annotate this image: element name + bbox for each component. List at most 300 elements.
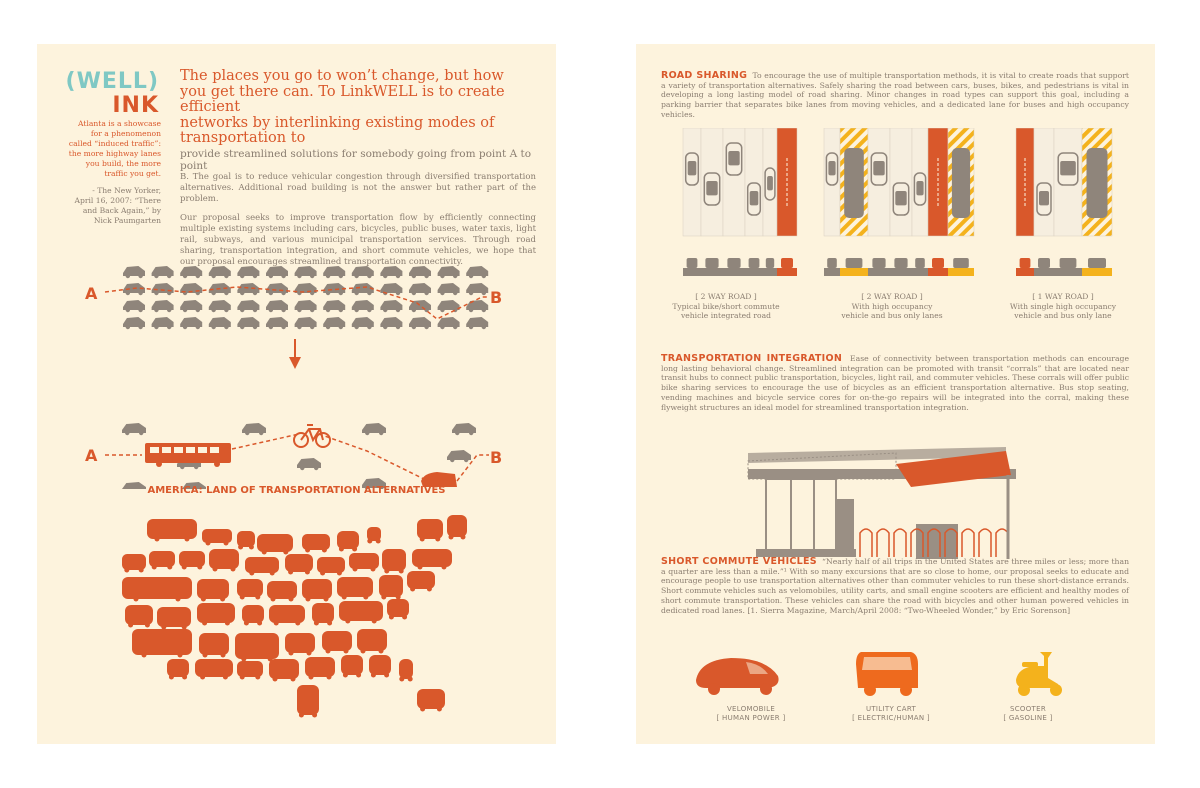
vehicle-profile-icon — [781, 258, 793, 268]
car-icon — [237, 283, 259, 295]
wheel-icon — [220, 597, 225, 602]
vehicle-silhouette-icon — [357, 629, 387, 651]
car-icon — [123, 300, 145, 312]
lane-section — [868, 268, 890, 276]
wheel-icon — [314, 621, 319, 626]
point-b-label: B — [490, 448, 503, 467]
vehicle-caption-utility-cart: UTILITY CART [ ELECTRIC/HUMAN ] — [852, 705, 930, 722]
bike-rack-loop — [962, 529, 974, 557]
section-title: ROAD SHARING — [661, 70, 748, 81]
vehicle-silhouette-icon — [125, 605, 153, 625]
vehicle-profile-icon — [687, 258, 698, 268]
wheel-icon — [327, 675, 332, 680]
vehicle-silhouette-icon — [285, 633, 315, 653]
wheel-icon — [213, 567, 218, 572]
wheel-icon — [344, 649, 349, 654]
vehicle-silhouette-icon — [305, 657, 335, 677]
vehicle-profile-icon — [932, 258, 944, 268]
wheel-icon — [324, 597, 329, 602]
wheel-icon — [371, 673, 376, 678]
vehicle-profile-icon — [766, 258, 774, 268]
wheel-icon — [389, 615, 394, 620]
car-icon — [438, 317, 460, 329]
wheel-icon — [363, 595, 368, 600]
car-icon — [152, 266, 174, 278]
car-icon — [152, 317, 174, 329]
lead-small: B. The goal is to reduce vehicular congestion through diversified transportation alternatives. Additional road building is not the answer but rather part of the problem. — [180, 171, 536, 204]
vehicle-profile-icon — [1060, 258, 1077, 268]
vehicle-silhouette-icon — [179, 551, 205, 567]
vehicle-silhouette-icon — [199, 633, 229, 655]
wheel-icon — [249, 545, 254, 550]
road-caption-1: [ 2 WAY ROAD ] Typical bike/short commute vehicle integrated road — [672, 292, 780, 321]
vehicle-silhouette-icon — [285, 554, 313, 572]
bus-top-icon — [1087, 148, 1108, 218]
vehicle-profile-icon — [727, 258, 740, 268]
wheel-icon — [376, 539, 381, 544]
car-icon — [409, 283, 431, 295]
car-icon — [209, 266, 231, 278]
wheel-icon — [327, 621, 332, 626]
wheel-icon — [262, 550, 267, 555]
car-icon — [237, 266, 259, 278]
car-icon — [380, 300, 402, 312]
wheel-icon — [410, 587, 415, 592]
wheel-icon — [185, 537, 190, 542]
wheel-icon — [201, 597, 206, 602]
quote-line: called “induced traffic”: — [68, 139, 161, 148]
vehicle-profile-icon — [827, 258, 837, 268]
bike-rack-loop — [979, 529, 991, 557]
vending-core — [836, 499, 854, 554]
bus-top-icon — [844, 148, 864, 218]
wheel-icon — [206, 541, 211, 546]
section-body: To encourage the use of multiple transportation methods, it is vital to create roads that support a variety of transportation alternatives. Safely sharing the road between cars, buses, bikes, and pedestrians is vital in developing a long lasting model of road sharing. Minor changes in road types can support this goal, including a parking barrier that separates bike lanes from moving vehicles, and a dedicated lane for buses and high occupancy vehicles. — [661, 71, 1129, 119]
wheel-icon — [420, 707, 425, 712]
section-title: SHORT COMMUTE VEHICLES — [661, 556, 817, 567]
wheel-icon — [379, 649, 384, 654]
vehicle-silhouette-icon — [302, 579, 332, 599]
wheel-icon — [435, 537, 440, 542]
vehicle-profile-icon — [1038, 258, 1050, 268]
car-icon — [266, 283, 288, 295]
wheel-icon — [203, 653, 208, 658]
wheel-icon — [420, 537, 425, 542]
vehicle-silhouette-icon — [237, 579, 263, 597]
vehicle-silhouette-icon — [202, 529, 232, 543]
vehicle-caption-velomobile: VELOMOBILE [ HUMAN POWER ] — [716, 705, 786, 722]
vehicle-silhouette-icon — [197, 579, 229, 599]
wheel-icon — [306, 597, 311, 602]
vehicle-silhouette-icon — [382, 549, 406, 571]
vehicle-profile-icon — [1020, 258, 1031, 268]
vehicle-silhouette-icon — [267, 581, 297, 599]
wheel-icon — [283, 550, 288, 555]
vehicle-silhouette-icon — [147, 519, 197, 539]
wheel-icon — [124, 568, 129, 573]
wheel-icon — [352, 547, 357, 552]
vehicle-silhouette-icon — [237, 531, 255, 547]
bike-rack-loop — [996, 529, 1008, 557]
car-icon — [438, 300, 460, 312]
wheel-icon — [307, 651, 312, 656]
car-icon — [466, 266, 488, 278]
car-icon — [295, 266, 317, 278]
lane-section — [840, 268, 868, 276]
wheel-icon — [152, 565, 157, 570]
wheel-icon — [169, 675, 174, 680]
car-icon — [180, 283, 202, 295]
wheel-icon — [240, 595, 245, 600]
car-icon — [209, 317, 231, 329]
vehicle-silhouette-icon — [379, 575, 403, 597]
vehicle-silhouette-icon — [407, 571, 435, 589]
vehicle-silhouette-icon — [269, 605, 305, 623]
lane-section — [723, 268, 745, 276]
wheel-icon — [176, 597, 181, 602]
wheel-icon — [134, 597, 139, 602]
wheel-icon — [197, 565, 202, 570]
wheel-icon — [238, 545, 243, 550]
vehicle-silhouette-icon — [417, 689, 445, 709]
car-icon — [266, 300, 288, 312]
corral-roof — [748, 447, 1016, 487]
section-body: Ease of connectivity between transportation methods can encourage long lasting behavioral change. Streamlined integration can be promoted with transit “corrals” that are located near transit hubs to connect public transportation, bicycles, light rail, and commuter vehicles. These corrals will offer public bike sharing services to encourage the use of bicycles as an efficient transportation alternative. Bus stop seating, vending machines and bicycle service cores for on-the-go repairs will be integrated into the corral, making these flyweight structures an ideal model for streamlined transportation integration. — [661, 354, 1130, 412]
wheel-icon — [461, 535, 466, 540]
a-to-b-diagram — [37, 259, 556, 489]
lane-section — [928, 268, 948, 276]
short-commute-vehicle-icons — [686, 642, 1116, 702]
car-icon — [466, 317, 488, 329]
car-icon — [297, 458, 321, 470]
vehicle-silhouette-icon — [317, 557, 345, 573]
wheel-icon — [240, 675, 245, 680]
vehicle-silhouette-icon — [257, 534, 293, 552]
side-quote — [57, 119, 161, 179]
wheel-icon — [361, 649, 366, 654]
car-icon — [295, 300, 317, 312]
lane-section — [777, 268, 797, 276]
car-icon — [323, 283, 345, 295]
vehicle-caption-scooter: SCOOTER [ GASOLINE ] — [1003, 705, 1053, 722]
lane-section — [701, 268, 723, 276]
lane-section — [1034, 268, 1054, 276]
lane-section — [1082, 268, 1112, 276]
wheel-icon — [200, 675, 205, 680]
car-icon — [323, 300, 345, 312]
wheel-icon — [223, 675, 228, 680]
headline-line: you get there can. To LinkWELL is to create efficient — [180, 83, 505, 116]
right-page — [636, 44, 1155, 744]
wheel-icon — [288, 570, 293, 575]
usa-vehicles-map — [117, 509, 487, 729]
wheel-icon — [289, 651, 294, 656]
wheel-icon — [221, 653, 226, 658]
velomobile-icon — [696, 658, 779, 695]
vehicle-silhouette-icon — [412, 549, 452, 567]
wheel-icon — [295, 621, 300, 626]
car-icon — [380, 317, 402, 329]
wheel-icon — [372, 619, 377, 624]
vehicle-profile-icon — [894, 258, 907, 268]
wheel-icon — [312, 713, 317, 718]
quote-line: Atlanta is a showcase — [78, 119, 161, 128]
wheel-icon — [139, 568, 144, 573]
section-body: “Nearly half of all trips in the United States are three miles or less; more than a quarter are less than a mile.”¹ With so many excursions that are so close to home, our proposal seeks to educate and encourage people to use transportation alternatives other than commuter vehicles to run these short-distance errands. Short commute vehicles such as velomobiles, utility carts, and small engine scooters are efficient and healthy modes of short commute transportation. These vehicles can share the road with bicycles and other human powered vehicles in dedicated road lanes. [1. Sierra Magazine, March/April 2008: “Two-Wheeled Wonder,” by Eric Sorenson] — [661, 557, 1130, 615]
vehicle-profile-icon — [749, 258, 760, 268]
wheel-icon — [182, 565, 187, 570]
wheel-icon — [289, 597, 294, 602]
lane-section — [824, 268, 840, 276]
car-icon — [180, 266, 202, 278]
vehicle-silhouette-icon — [209, 549, 239, 569]
vehicle-silhouette-icon — [245, 557, 279, 573]
car-icon — [409, 266, 431, 278]
vehicle-silhouette-icon — [337, 531, 359, 549]
wheel-icon — [309, 675, 314, 680]
car-icon — [180, 317, 202, 329]
lane-section — [912, 268, 928, 276]
car-icon — [380, 266, 402, 278]
wheel-icon — [142, 653, 147, 658]
section-title: TRANSPORTATION INTEGRATION — [661, 353, 843, 364]
lane-section — [1016, 268, 1034, 276]
wheel-icon — [408, 677, 413, 682]
vehicle-silhouette-icon — [149, 551, 175, 567]
vehicle-profile-icon — [953, 258, 969, 268]
vehicle-silhouette-icon — [132, 629, 192, 655]
wheel-icon — [145, 623, 150, 628]
car-icon — [323, 317, 345, 329]
lane-section — [948, 268, 974, 276]
car-icon — [466, 283, 488, 295]
wheel-icon — [437, 707, 442, 712]
vehicle-silhouette-icon — [417, 519, 443, 539]
vehicle-silhouette-icon — [399, 659, 413, 679]
vehicle-silhouette-icon — [387, 599, 409, 617]
car-icon — [438, 266, 460, 278]
short-commute-section — [661, 557, 1129, 615]
body-paragraph: Our proposal seeks to improve transportation flow by efficiently connecting multiple existing systems including cars, bicycles, public buses, water taxis, light rail, subways, and various municipal transportation services. Through road sharing, transportation integration, and short commute vehicles, we hope that our proposal encourages streamlined transportation connectivity. — [180, 213, 536, 267]
road-caption-2: [ 2 WAY ROAD ] With high occupancy vehicle and bus only lanes — [841, 292, 943, 321]
lane-section — [683, 268, 701, 276]
scooter-icon — [1016, 652, 1062, 696]
wheel-icon — [167, 565, 172, 570]
car-icon — [266, 266, 288, 278]
road-caption-3: [ 1 WAY ROAD ] With single high occupancy vehicle and bus only lane — [1009, 292, 1117, 321]
wellink-logo: (WELL) INK — [65, 69, 159, 118]
wheel-icon — [384, 569, 389, 574]
wheel-icon — [273, 677, 278, 682]
wheel-icon — [381, 595, 386, 600]
point-a-label: A — [85, 284, 98, 303]
vehicle-silhouette-icon — [339, 601, 383, 621]
car-icon — [295, 317, 317, 329]
corral-walls — [766, 479, 836, 554]
vehicle-silhouette-icon — [302, 534, 330, 550]
wheel-icon — [249, 571, 254, 576]
car-icon — [180, 300, 202, 312]
wheel-icon — [241, 657, 246, 662]
quote-line: the more highway lanes — [68, 149, 161, 158]
lane-section — [763, 268, 777, 276]
vehicle-silhouette-icon — [322, 631, 352, 651]
vehicle-silhouette-icon — [157, 607, 191, 627]
wheel-icon — [396, 595, 401, 600]
intro-text — [180, 69, 536, 267]
car-icon — [352, 283, 374, 295]
vehicle-silhouette-icon — [337, 577, 373, 597]
wheel-icon — [182, 625, 187, 630]
wheel-icon — [399, 569, 404, 574]
wheel-icon — [271, 597, 276, 602]
wheel-icon — [305, 548, 310, 553]
wheel-icon — [128, 623, 133, 628]
wheel-icon — [202, 621, 207, 626]
vehicle-silhouette-icon — [369, 655, 391, 675]
car-icon — [242, 423, 266, 435]
vehicle-silhouette-icon — [197, 603, 235, 623]
wheel-icon — [337, 571, 342, 576]
vehicle-silhouette-icon — [341, 655, 363, 675]
arrow-down-head — [289, 357, 301, 369]
transit-corral-illustration — [736, 439, 1056, 574]
wheel-icon — [353, 567, 358, 572]
wheel-icon — [320, 571, 325, 576]
quote-line: for a phenomenon — [90, 129, 161, 138]
headline-line: The places you go to won’t change, but how — [180, 68, 504, 84]
vehicle-silhouette-icon — [269, 659, 299, 679]
vehicle-profile-icon — [915, 258, 925, 268]
car-icon — [152, 300, 174, 312]
car-icon — [380, 283, 402, 295]
wheel-icon — [427, 587, 432, 592]
wheel-icon — [322, 548, 327, 553]
wheel-icon — [356, 673, 361, 678]
wheel-icon — [224, 541, 229, 546]
vehicle-silhouette-icon — [349, 553, 379, 569]
vehicle-silhouette-icon — [312, 603, 334, 623]
wheel-icon — [231, 567, 236, 572]
car-icon — [409, 317, 431, 329]
car-icon — [237, 300, 259, 312]
wheel-icon — [305, 570, 310, 575]
bicycle-icon — [294, 425, 330, 447]
car-icon — [447, 450, 471, 462]
lane-section — [890, 268, 912, 276]
bike-rack-loop — [877, 529, 889, 557]
wheel-icon — [399, 677, 404, 682]
bus-top-icon — [952, 148, 970, 218]
wheel-icon — [182, 675, 187, 680]
car-icon — [352, 266, 374, 278]
vehicle-silhouette-icon — [242, 605, 264, 623]
vehicle-profile-icon — [705, 258, 718, 268]
car-icon — [123, 317, 145, 329]
wheel-icon — [367, 539, 372, 544]
wheel-icon — [161, 625, 166, 630]
vehicle-profile-icon — [1088, 258, 1106, 268]
wheel-icon — [270, 571, 275, 576]
car-icon — [362, 423, 386, 435]
lead-line: provide streamlined solutions for somebody going from point A to point — [180, 147, 532, 172]
map-title: AMERICA: LAND OF TRANSPORTATION ALTERNATIVES — [147, 485, 446, 496]
wheel-icon — [244, 621, 249, 626]
wheel-icon — [255, 675, 260, 680]
car-icon — [266, 317, 288, 329]
congested-cars — [123, 266, 488, 329]
utility-cart-icon — [856, 652, 918, 696]
wheel-icon — [342, 595, 347, 600]
wheel-icon — [225, 621, 230, 626]
car-icon — [323, 266, 345, 278]
car-icon — [452, 423, 476, 435]
vehicle-silhouette-icon — [167, 659, 189, 677]
bike-rack-loop — [860, 529, 872, 557]
car-icon — [352, 300, 374, 312]
wheel-icon — [418, 565, 423, 570]
car-icon — [295, 283, 317, 295]
road-diagram — [824, 128, 974, 276]
car-icon — [438, 283, 460, 295]
wheel-icon — [339, 547, 344, 552]
vehicle-silhouette-icon — [447, 515, 467, 537]
road-diagram — [683, 128, 797, 276]
car-icon — [123, 266, 145, 278]
wheel-icon — [449, 535, 454, 540]
wheel-icon — [291, 677, 296, 682]
wheel-icon — [371, 567, 376, 572]
lane-section — [745, 268, 763, 276]
vehicle-silhouette-icon — [235, 633, 279, 659]
wheel-icon — [274, 621, 279, 626]
wheel-icon — [384, 673, 389, 678]
wheel-icon — [299, 713, 304, 718]
point-a-label: A — [85, 446, 98, 465]
vehicle-silhouette-icon — [237, 661, 263, 677]
bike-rack-loop — [894, 529, 906, 557]
quote-line: traffic you get. — [104, 169, 161, 178]
quote-attribution: - The New Yorker, April 16, 2007: “There and Back Again,” by Nick Paumgarten — [74, 186, 161, 225]
car-icon — [466, 300, 488, 312]
wheel-icon — [257, 621, 262, 626]
wheel-icon — [442, 565, 447, 570]
wheel-icon — [155, 537, 160, 542]
vehicle-silhouette-icon — [195, 659, 233, 677]
car-icon — [122, 423, 146, 435]
vehicle-silhouette-icon — [297, 685, 319, 715]
left-page — [37, 44, 556, 744]
road-sharing-section — [661, 71, 1129, 120]
wheel-icon — [326, 649, 331, 654]
lane-section — [1054, 268, 1082, 276]
wheel-icon — [178, 653, 183, 658]
car-icon — [209, 300, 231, 312]
car-icon — [352, 317, 374, 329]
wheel-icon — [402, 615, 407, 620]
wheel-icon — [345, 619, 350, 624]
vehicle-profile-icon — [846, 258, 863, 268]
vehicle-silhouette-icon — [122, 554, 146, 570]
car-icon — [237, 317, 259, 329]
vehicle-silhouette-icon — [122, 577, 192, 599]
vehicle-profile-icon — [872, 258, 885, 268]
wheel-icon — [255, 595, 260, 600]
wheel-icon — [343, 673, 348, 678]
integration-section — [661, 354, 1129, 412]
headline-line: networks by interlinking existing modes of transportation to — [180, 114, 495, 147]
quote-line: you build, the more — [85, 159, 161, 168]
